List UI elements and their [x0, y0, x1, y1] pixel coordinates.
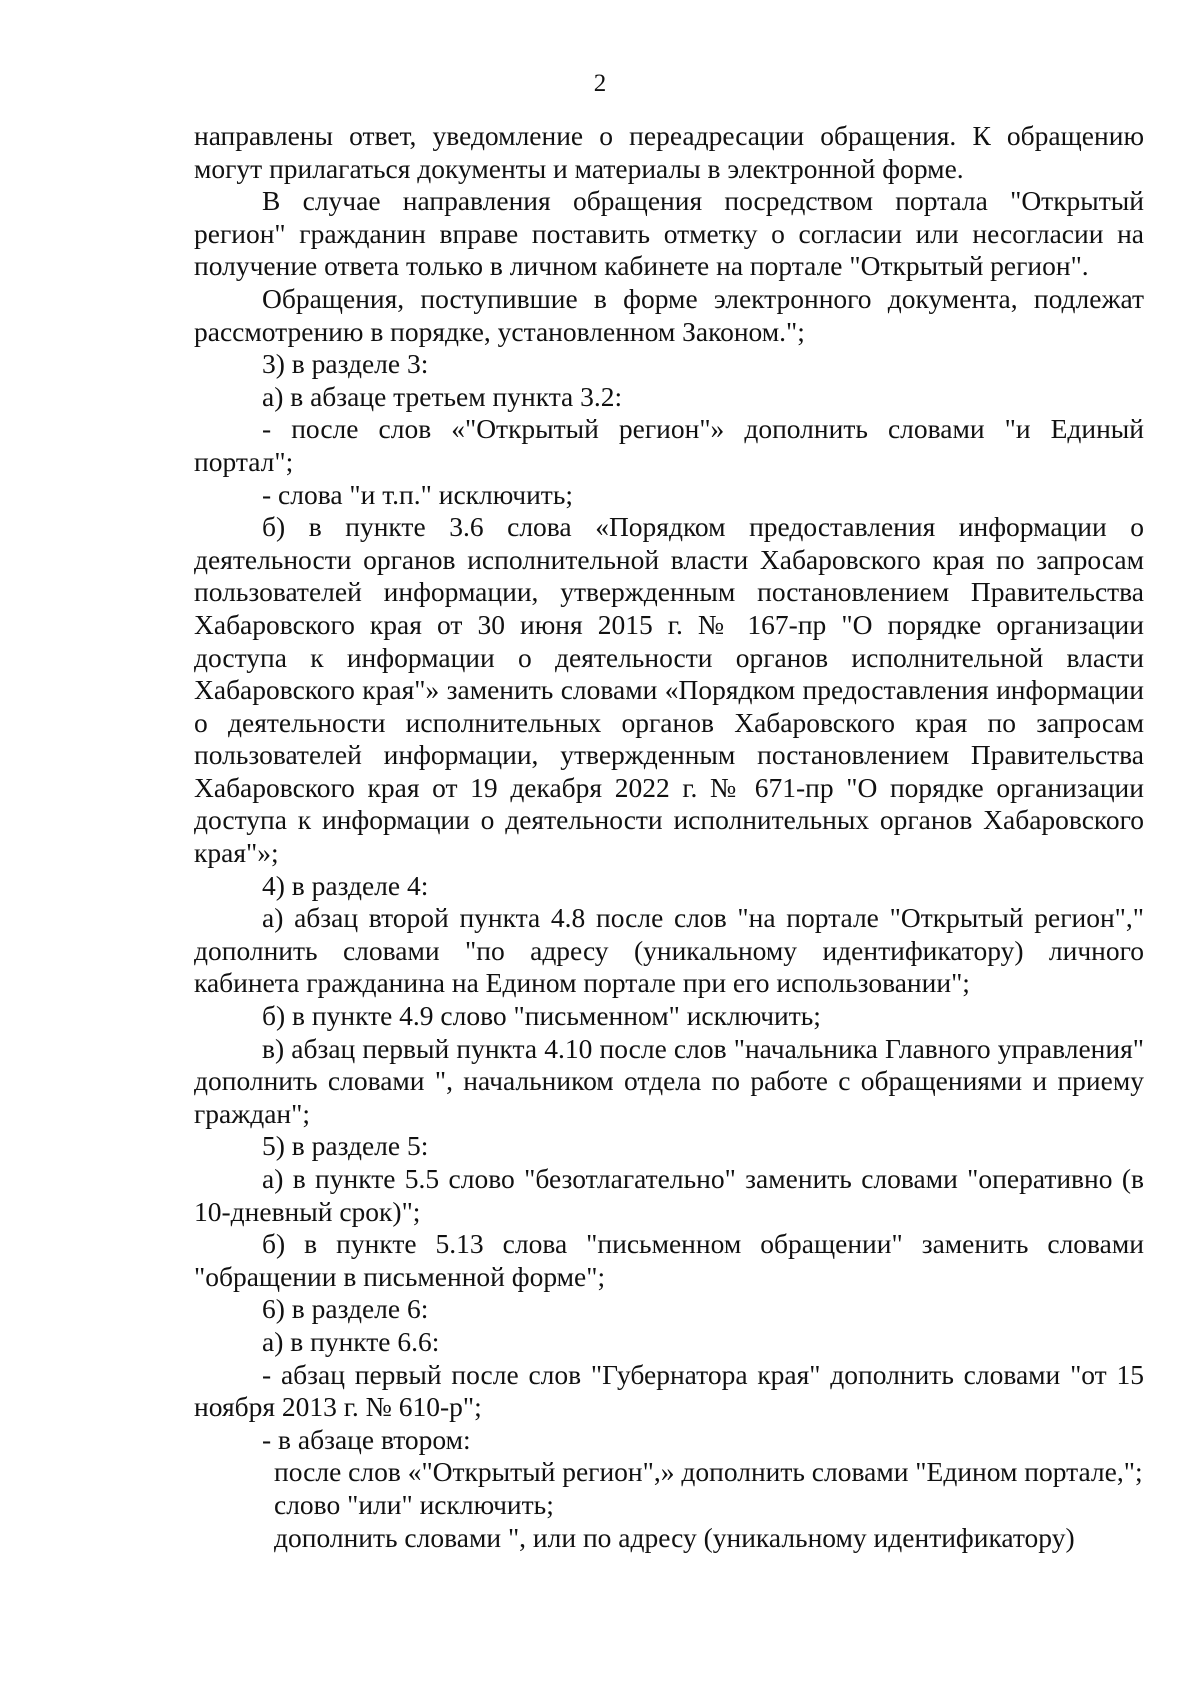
- paragraph: направлены ответ, уведомление о переадресации обращения. К обращению могут прилагаться документы и материалы в электронной форме.: [194, 120, 1144, 184]
- paragraph: в) абзац первый пункта 4.10 после слов "начальника Главного управления" дополнить словами ", начальником отдела по работе с обращениями и приему граждан";: [194, 1032, 1144, 1129]
- paragraph: Обращения, поступившие в форме электронного документа, подлежат рассмотрению в порядке, установленном Законом.";: [194, 282, 1144, 347]
- paragraph: б) в пункте 3.6 слова «Порядком предоставления информации о деятельности органов исполнительной власти Хабаровского края по запросам пользователей информации, утвержденным постановлением Правительства Хабаровского края от 30 июня 2015 г. № 167-пр "О порядке организации доступа к информации о деятельности органов исполнительной власти Хабаровского края"» заменить словами «Порядком предоставления информации о деятельности исполнительных органов Хабаровского края по запросам пользователей информации, утвержденным постановлением Правительства Хабаровского края от 19 декабря 2022 г. № 671-пр "О порядке организации доступа к информации о деятельности исполнительных органов Хабаровского края"»;: [194, 511, 1144, 869]
- paragraph: - после слов «"Открытый регион"» дополнить словами "и Единый портал";: [194, 413, 1144, 477]
- paragraph: - слова "и т.п." исключить;: [262, 478, 573, 510]
- paragraph: б) в пункте 4.9 слово "письменном" исключить;: [262, 1000, 821, 1032]
- paragraph: 3) в разделе 3:: [262, 348, 429, 380]
- paragraph: 4) в разделе 4:: [262, 869, 429, 901]
- paragraph: - абзац первый после слов "Губернатора края" дополнить словами "от 15 ноября 2013 г. № 610-р";: [194, 1358, 1144, 1423]
- paragraph: - в абзаце втором:: [262, 1423, 471, 1455]
- paragraph: 5) в разделе 5:: [262, 1130, 429, 1162]
- paragraph: а) в пункте 6.6:: [262, 1325, 440, 1357]
- document-body: [194, 120, 1144, 1554]
- page-number: 2: [593, 70, 607, 97]
- paragraph: 6) в разделе 6:: [262, 1293, 429, 1325]
- paragraph: В случае направления обращения посредством портала "Открытый регион" гражданин вправе поставить отметку о согласии или несогласии на получение ответа только в личном кабинете на портале "Открытый регион".: [194, 185, 1144, 282]
- paragraph: б) в пункте 5.13 слова "письменном обращении" заменить словами "обращении в письменной форме";: [194, 1228, 1144, 1292]
- paragraph: а) абзац второй пункта 4.8 после слов "на портале "Открытый регион"," дополнить словами "по адресу (уникальному идентификатору) личного кабинета гражданина на Едином портале при его использовании";: [194, 902, 1144, 999]
- paragraph: а) в пункте 5.5 слово "безотлагательно" заменить словами "оперативно (в 10-дневный срок)";: [194, 1163, 1144, 1227]
- paragraph: после слов «"Открытый регион",» дополнить словами "Едином портале,";: [274, 1456, 1143, 1488]
- paragraph: а) в абзаце третьем пункта 3.2:: [262, 380, 623, 412]
- paragraph: дополнить словами ", или по адресу (уникальному идентификатору): [274, 1521, 1075, 1553]
- paragraph: слово "или" исключить;: [274, 1488, 554, 1520]
